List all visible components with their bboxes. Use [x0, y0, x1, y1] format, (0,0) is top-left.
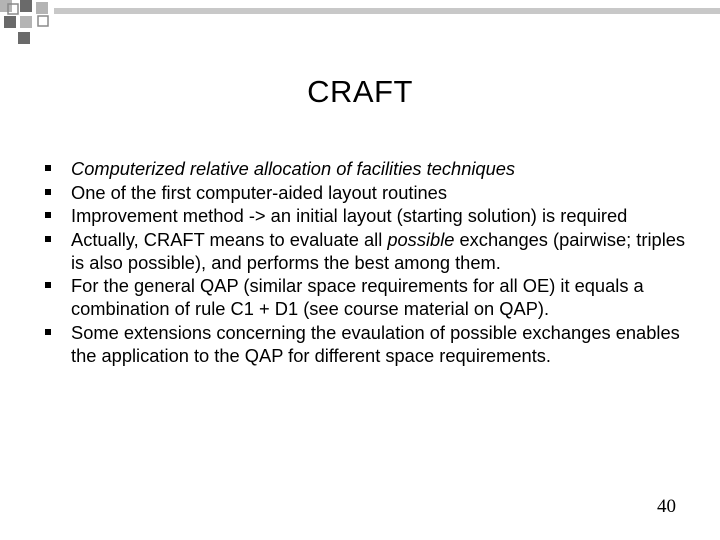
square-bullet-icon [45, 329, 51, 335]
decorative-header-graphic [0, 0, 720, 50]
square-bullet-icon [45, 165, 51, 171]
square-bullet-icon [45, 212, 51, 218]
square-bullet-icon [45, 189, 51, 195]
square-bullet-icon [45, 236, 51, 242]
page-number: 40 [657, 496, 676, 517]
bullet-item [45, 321, 695, 367]
bullet-text: Improvement method -> an initial layout (starting solution) is required [71, 205, 628, 226]
bullet-text-start: Actually, CRAFT means to evaluate all [71, 228, 388, 250]
bullet-item [45, 181, 695, 204]
bullet-text: For the general QAP (similar space requirements for all OE) it equals a combination of rule C1 + D1 (see course material on QAP). [71, 275, 644, 319]
bullet-item [45, 157, 695, 180]
bullet-emphasis: possible [387, 228, 455, 250]
bullet-text-end: exchanges (pairwise; triples is also possible), and performs the best among them. [71, 228, 686, 273]
bullet-text: One of the first computer-aided layout routines [71, 181, 447, 203]
bullet-item [45, 274, 695, 320]
slide-title: CRAFT [307, 74, 413, 109]
square-bullet-icon [45, 282, 51, 288]
bullet-text: Some extensions concerning the evaulation of possible exchanges enables the application to the QAP for different space requirements. [71, 321, 680, 366]
bullet-text: Computerized relative allocation of facilities techniques [71, 158, 516, 179]
bullet-item [45, 204, 695, 227]
bullet-item [45, 228, 695, 274]
bullet-list [45, 157, 695, 367]
